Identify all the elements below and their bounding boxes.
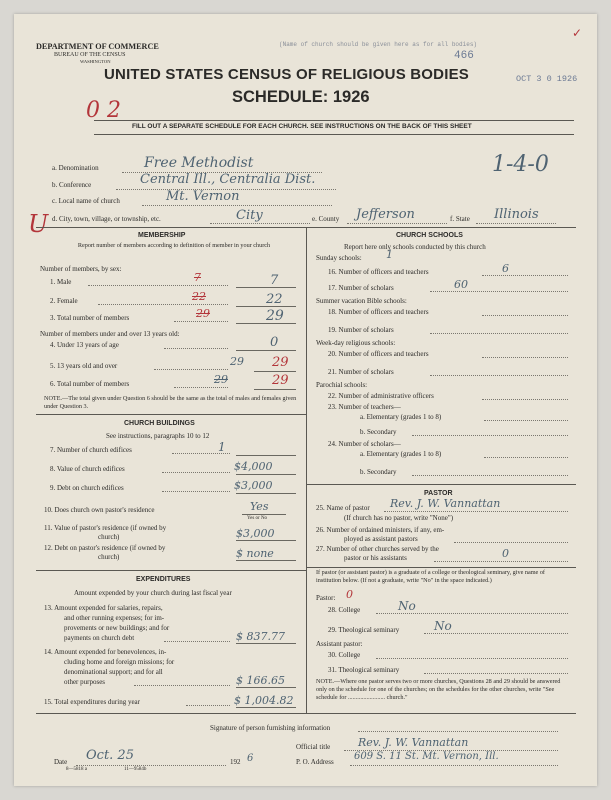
q7-label: 7. Number of church edifices: [50, 446, 132, 454]
q15-value: $ 1,004.82: [234, 694, 294, 707]
department-heading: DEPARTMENT OF COMMERCE: [36, 42, 159, 51]
q13-label-2: and other running expenses; for im-: [64, 614, 165, 622]
signature-label: Signature of person furnishing information: [210, 724, 331, 732]
q25-hint: (If church has no pastor, write "None"): [344, 514, 454, 522]
q18-label: 18. Number of officers and teachers: [328, 308, 429, 316]
q25-label: 25. Name of pastor: [316, 504, 370, 512]
q4-label: 4. Under 13 years of age: [50, 341, 119, 349]
po-address-label: P. O. Address: [296, 758, 334, 766]
date-received-stamp: OCT 3 0 1926: [516, 74, 578, 84]
conference-label: b. Conference: [52, 181, 92, 189]
q27-label: 27. Number of other churches served by the: [316, 545, 439, 553]
city-heading: WASHINGTON: [80, 59, 111, 64]
q14-label-3: denominational support; and for all: [64, 668, 163, 676]
q5-label: 5. 13 years old and over: [50, 362, 118, 370]
local-name-label: c. Local name of church: [52, 197, 120, 205]
pastor-value: 0: [346, 588, 353, 601]
q16-value: 6: [502, 262, 509, 275]
graduate-note: If pastor (or assistant pastor) is a graduate of a college or theological seminary, give name of institution below. (If not a graduate, write "No" in the space indicated.): [316, 569, 545, 584]
members-by-sex-label: Number of members, by sex:: [40, 265, 122, 273]
q2-label: 2. Female: [50, 297, 78, 305]
q1-crossed: 7: [194, 271, 201, 284]
instruction-line: FILL OUT A SEPARATE SCHEDULE FOR EACH CHURCH. SEE INSTRUCTIONS ON THE BACK OF THIS SHEET: [132, 123, 472, 130]
q14-label-2: cluding home and foreign missions; for: [64, 658, 175, 666]
membership-note: NOTE.—The total given under Question 6 should be the same as the total of males and females given under Question 3.: [44, 395, 297, 410]
print-code-2: 11—9584b: [124, 767, 147, 772]
q5-old: 29: [230, 355, 244, 368]
expenditures-subheading: Amount expended by your church during last fiscal year: [74, 589, 232, 597]
expenditures-heading: EXPENDITURES: [136, 576, 191, 583]
q11-label-cont: church): [98, 533, 120, 541]
year-prefix: 192: [230, 758, 241, 766]
official-title-value: Rev. J. W. Vannattan: [358, 736, 469, 749]
summer-schools-label: Summer vacation Bible schools:: [316, 297, 407, 305]
top-faint-note: (Name of church should be given here as for all bodies): [279, 41, 478, 48]
sunday-schools-label: Sunday schools:: [316, 254, 362, 262]
state-label: f. State: [450, 215, 470, 223]
red-check-mark: ✓: [572, 26, 583, 40]
state-value: Illinois: [494, 207, 539, 222]
q6-label: 6. Total number of members: [50, 380, 130, 388]
q28-label: 28. College: [328, 606, 361, 614]
q31-label: 31. Theological seminary: [328, 666, 400, 674]
q8-value: $4,000: [234, 460, 273, 473]
q10-value: Yes: [250, 500, 269, 513]
q12-label-cont: church): [98, 553, 120, 561]
q27-value: 0: [502, 547, 509, 560]
form-title: UNITED STATES CENSUS OF RELIGIOUS BODIES: [104, 66, 469, 83]
po-address-value: 609 S. 11 St. Mt. Vernon, Ill.: [354, 751, 499, 762]
red-code-mark: 0 2: [86, 98, 121, 123]
q11-value: $3,000: [236, 527, 275, 540]
q17-label: 17. Number of scholars: [328, 284, 394, 292]
q13-value: $ 837.77: [236, 630, 285, 643]
q16-label: 16. Number of officers and teachers: [328, 268, 429, 276]
county-value: Jefferson: [356, 207, 415, 222]
date-value: Oct. 25: [86, 748, 134, 763]
buildings-heading: CHURCH BUILDINGS: [124, 420, 195, 427]
q2-value: 22: [266, 292, 283, 307]
q12-value: $ none: [236, 547, 274, 560]
q13-label-4: payments on church debt: [64, 634, 135, 642]
date-label: Date: [54, 758, 68, 766]
census-schedule-sheet: [14, 14, 597, 786]
schedule-title: SCHEDULE: 1926: [232, 88, 370, 106]
q13-label-3: provements or new buildings; and for: [64, 624, 170, 632]
q12-label: 12. Debt on pastor's residence (if owned by: [44, 544, 166, 552]
q29-label: 29. Theological seminary: [328, 626, 400, 634]
q23a-label: a. Elementary (grades 1 to 8): [360, 413, 442, 421]
q3-value: 29: [266, 308, 284, 324]
city-value: City: [236, 208, 263, 223]
q27-label-cont: pastor or his assistants: [344, 554, 407, 562]
bureau-heading: BUREAU OF THE CENSUS: [54, 52, 126, 58]
q1-label: 1. Male: [50, 278, 72, 286]
q24b-label: b. Secondary: [360, 468, 397, 476]
year-value: 6: [247, 753, 254, 764]
q11-label: 11. Value of pastor's residence (if owned by: [44, 524, 167, 532]
q17-value: 60: [454, 278, 468, 291]
pastor-note: NOTE.—Where one pastor serves two or more churches, Questions 28 and 29 should be answered only on the schedule for one of the churches; on the schedules for the other churches, write "See schedule for ........................ church.": [316, 678, 561, 701]
local-name-value: Mt. Vernon: [166, 189, 240, 204]
q6-value: 29: [272, 373, 289, 388]
q24-label: 24. Number of scholars—: [328, 440, 401, 448]
q10-label: 10. Does church own pastor's residence: [44, 506, 155, 514]
city-label: d. City, town, village, or township, etc.: [52, 215, 161, 223]
denomination-value: Free Methodist: [144, 155, 254, 171]
q1-value: 7: [270, 273, 279, 288]
county-label: e. County: [312, 215, 340, 223]
conference-value: Central Ill., Centralia Dist.: [140, 172, 316, 187]
q5-value: 29: [272, 355, 289, 370]
number-stamp: 466: [454, 50, 474, 62]
q3-crossed: 29: [196, 307, 210, 320]
membership-intro: Report number of members according to definition of member in your church: [77, 242, 271, 249]
pastor-label: Pastor:: [316, 594, 336, 602]
q26-label: 26. Number of ordained ministers, if any, em-: [316, 526, 445, 534]
q25-value: Rev. J. W. Vannattan: [390, 497, 501, 510]
q15-label: 15. Total expenditures during year: [44, 698, 140, 706]
q26-label-cont: ployed as assistant pastors: [344, 535, 418, 543]
q4-value: 0: [270, 335, 279, 350]
q3-label: 3. Total number of members: [50, 314, 130, 322]
margin-letter: U: [28, 210, 49, 238]
q23-label: 23. Number of teachers—: [328, 403, 401, 411]
denomination-label: a. Denomination: [52, 164, 99, 172]
q14-label: 14. Amount expended for benevolences, in-: [44, 648, 167, 656]
assistant-pastor-label: Assistant pastor:: [316, 640, 363, 648]
q7-value: 1: [218, 440, 226, 454]
official-title-label: Official title: [296, 743, 331, 751]
q10-hint: Yes or No: [247, 516, 268, 521]
q21-label: 21. Number of scholars: [328, 368, 394, 376]
q29-value: No: [434, 619, 452, 633]
q8-label: 8. Value of church edifices: [50, 465, 125, 473]
q14-value: $ 166.65: [236, 674, 285, 687]
q2-crossed: 22: [192, 290, 206, 303]
age-intro-label: Number of members under and over 13 years old:: [40, 330, 180, 338]
q9-label: 9. Debt on church edifices: [50, 484, 124, 492]
membership-heading: MEMBERSHIP: [138, 232, 186, 239]
q9-value: $3,000: [234, 479, 273, 492]
sunday-schools-value: 1: [386, 248, 393, 261]
q13-label: 13. Amount expended for salaries, repairs,: [44, 604, 163, 612]
q6-crossed: 29: [214, 373, 228, 386]
q23b-label: b. Secondary: [360, 428, 397, 436]
conference-code: 1-4-0: [492, 152, 549, 177]
print-code-1: 8—5818 a: [66, 767, 87, 772]
q20-label: 20. Number of officers and teachers: [328, 350, 429, 358]
q19-label: 19. Number of scholars: [328, 326, 394, 334]
buildings-subheading: See instructions, paragraphs 10 to 12: [106, 432, 210, 440]
schools-heading: CHURCH SCHOOLS: [396, 232, 463, 239]
q24a-label: a. Elementary (grades 1 to 8): [360, 450, 442, 458]
q28-value: No: [398, 599, 416, 613]
weekday-schools-label: Week-day religious schools:: [316, 339, 396, 347]
parochial-schools-label: Parochial schools:: [316, 381, 368, 389]
q22-label: 22. Number of administrative officers: [328, 392, 434, 400]
q14-label-4: other purposes: [64, 678, 106, 686]
q30-label: 30. College: [328, 651, 361, 659]
schools-intro: Report here only schools conducted by this church: [344, 243, 486, 251]
pastor-heading: PASTOR: [424, 490, 453, 497]
